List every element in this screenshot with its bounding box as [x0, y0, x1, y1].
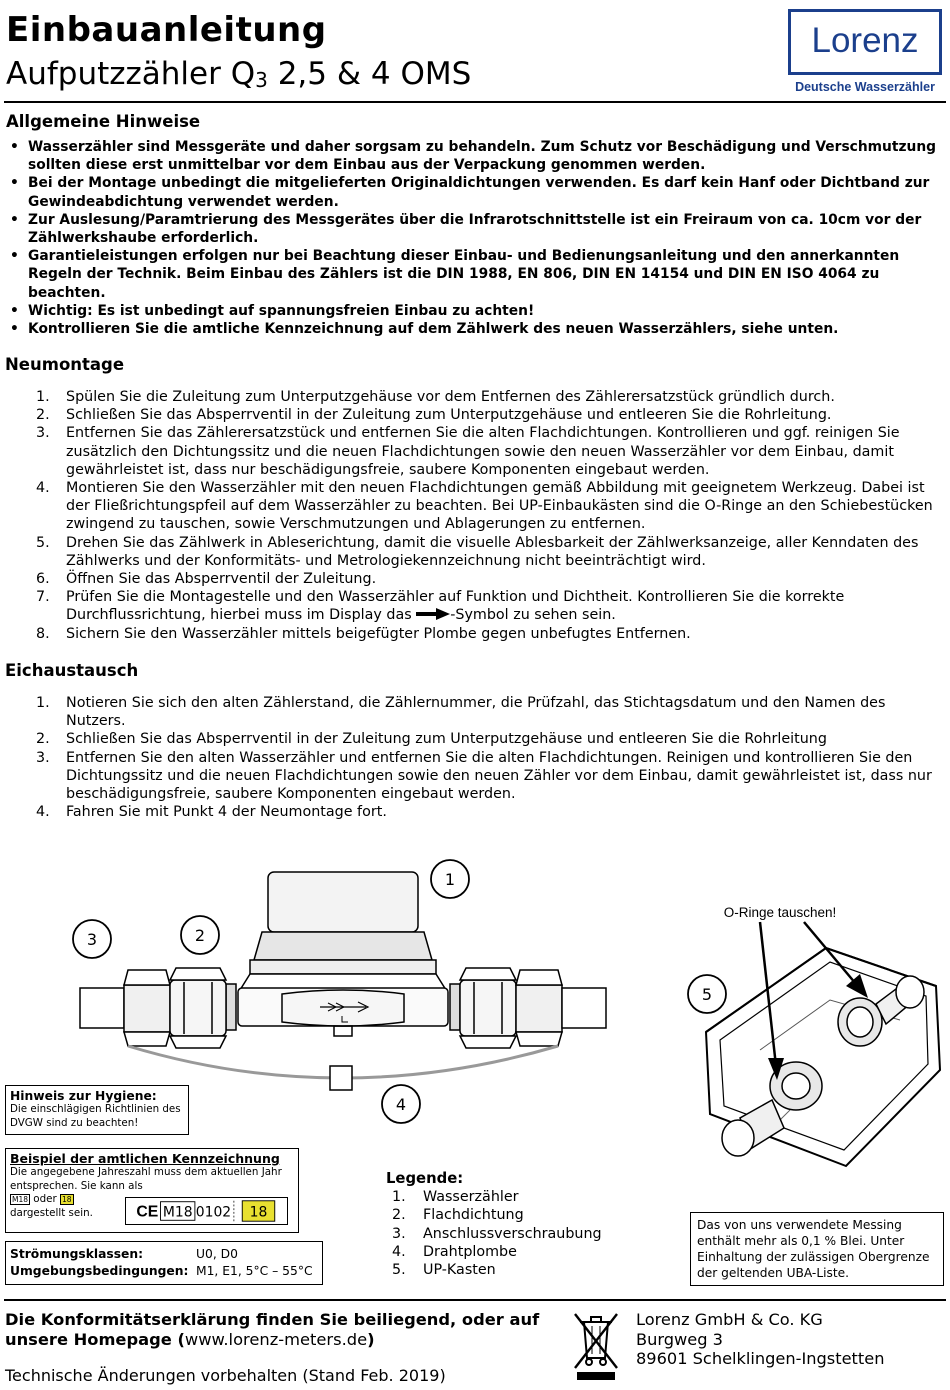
hygiene-title: Hinweis zur Hygiene:	[10, 1089, 157, 1103]
marking-text-1: Die angegebene Jahreszahl muss dem aktuellen Jahr entsprechen. Sie kann als	[10, 1166, 282, 1192]
classes-box	[5, 1241, 323, 1285]
weee-bin-icon	[571, 1310, 621, 1382]
subtitle-rest: 2,5 & 4 OMS	[267, 56, 472, 92]
hygiene-text: Die einschlägigen Richtlinien des DVGW sind zu beachten!	[10, 1103, 181, 1129]
list-item	[4, 730, 944, 748]
item-number: 1.	[36, 389, 50, 405]
document-subtitle	[6, 56, 471, 92]
item-text: Spülen Sie die Zuleitung zum Unterputzgehäuse vor dem Entfernen des Zählerersatzstück gründlich durch.	[66, 389, 835, 405]
item-number: 3.	[36, 425, 50, 442]
marking-text-2: dargestellt sein.	[10, 1207, 93, 1220]
eichaustausch-heading: Eichaustausch	[5, 661, 139, 680]
list-item	[4, 749, 944, 804]
item-number: 6.	[36, 571, 50, 588]
m18-label: M18	[162, 1204, 193, 1221]
legend-number: 1.	[392, 1189, 406, 1206]
small-year-badge: 18	[61, 1195, 72, 1205]
callout-label-5: 5	[701, 985, 713, 1004]
legend-item	[386, 1225, 602, 1243]
subtitle-text: Aufputzzähler Q	[6, 56, 256, 92]
list-item	[4, 406, 944, 424]
legend-number: 2.	[392, 1207, 406, 1224]
tech-note: Technische Änderungen vorbehalten (Stand Feb. 2019)	[5, 1366, 446, 1385]
list-item	[4, 694, 944, 730]
conformity-end: )	[367, 1329, 375, 1349]
callout-label-1: 1	[444, 870, 456, 889]
seal-plomb	[330, 1066, 352, 1090]
list-item	[4, 803, 944, 821]
neumontage-list	[4, 388, 944, 643]
logo-brand: Lorenz	[811, 21, 919, 60]
small-m18-mark: M18	[12, 1195, 29, 1205]
legend-item	[386, 1243, 602, 1261]
document-title: Einbauanleitung	[6, 10, 327, 50]
gasket-right	[450, 984, 460, 1030]
marking-text-oder: oder	[33, 1193, 57, 1206]
item-text: Öffnen Sie das Absperrventil der Zuleitung.	[66, 571, 377, 588]
item-text: Schließen Sie das Absperrventil in der Zuleitung zum Unterputzgehäuse und entleeren Sie die Rohrleitung.	[66, 407, 832, 424]
legend-number: 5.	[392, 1262, 406, 1279]
item-number: 4.	[36, 480, 50, 497]
company-address	[636, 1310, 884, 1369]
list-item	[4, 534, 944, 570]
item-number: 8.	[36, 625, 50, 642]
item-text: Notieren Sie sich den alten Zählerstand, die Zählernummer, die Prüfzahl, das Stichtagsdatum und den Namen des Nutzers.	[66, 695, 886, 730]
brass-note-box: Das von uns verwendete Messing enthält mehr als 0,1 % Blei. Unter Einhaltung der zulässigen Obergrenze der geltenden UBA-Liste.	[690, 1212, 944, 1286]
conformity-text: Die Konformitätserklärung finden Sie beiliegend, oder auf unsere Homepage (	[5, 1310, 540, 1349]
item-text: Entfernen Sie den alten Wasserzähler und entfernen Sie die alten Flachdichtungen. Reinigen und kontrollieren Sie den Dichtungssitz und die neuen Flachdichtungen sowie den neuen Zähler vor dem Einbau, damit gewährleistet ist, dass nur beschädigungsfreie, saubere Komponenten eingebaut werden.	[66, 749, 932, 803]
flow-class-value: U0, D0	[196, 1247, 238, 1261]
homepage-link[interactable]: www.lorenz-meters.de	[184, 1329, 368, 1349]
logo-tagline: Deutsche Wasserzähler	[795, 80, 935, 94]
list-item	[4, 479, 944, 534]
env-class-row	[10, 1263, 318, 1280]
item-number: 2.	[36, 731, 50, 748]
general-note: • Wasserzähler sind Messgeräte und daher sorgsam zu behandeln. Zum Schutz vor Beschädigung und Verschmutzung sollten diese erst unmittelbar vor dem Einbau aus der Verpackung genommen werden.	[10, 138, 950, 174]
item-number: 7.	[36, 589, 50, 606]
legend-item	[386, 1261, 602, 1279]
general-note: • Bei der Montage unbedingt die mitgelieferten Originaldichtungen verwenden. Es darf kein Hanf oder Dichtband zur Gewindeabdichtung verwendet werden.	[10, 174, 950, 210]
legend-label: Anschlussverschraubung	[423, 1225, 602, 1242]
subtitle-subscript: 3	[255, 68, 268, 92]
item-text: Entfernen Sie das Zählerersatzstück und entfernen Sie die alten Flachdichtungen. Kontrollieren und ggf. reinigen Sie zusätzlich den Dichtungssitz und die neuen Flachdichtungen sowie den neuen Wasserzähler vor dem Einbau, damit gewährleistet ist, dass nur beschädigungsfreie, saubere Komponenten eingebaut werden.	[66, 425, 900, 478]
year-label: 18	[249, 1204, 268, 1221]
coupling-right	[460, 968, 606, 1048]
item-text: Sichern Sie den Wasserzähler mittels beigefügter Plombe gegen unbefugtes Entfernen.	[66, 625, 691, 642]
eichaustausch-list	[4, 694, 944, 821]
callout-label-3: 3	[86, 930, 98, 949]
item-text: Drehen Sie das Zählwerk in Ableserichtung, damit die visuelle Ablesbarkeit der Zählwerksanzeige, aller Kenndaten des Zählwerks und der Konformitäts- und Metrologiekennzeichnung nicht beeinträchtigt wird.	[66, 534, 919, 569]
general-note: • Garantieleistungen erfolgen nur bei Beachtung dieser Einbau- und Bedienungsanleitung und den annerkannten Regeln der Technik. Beim Einbau des Zählers ist die DIN 1988, EN 806, DIN EN 14154 und DIN EN ISO 4064 zu beachten.	[10, 247, 950, 302]
general-note: • Zur Auslesung/Paramtrierung des Messgerätes über die Infrarotschnittstelle ist ein Freiraum von ca. 10cm vor der Zählwerkshaube erforderlich.	[10, 211, 950, 247]
list-item	[4, 424, 944, 479]
callout-label-2: 2	[194, 926, 206, 945]
legend-label: UP-Kasten	[423, 1262, 496, 1279]
item-number: 1.	[36, 695, 50, 711]
env-class-value: M1, E1, 5°C – 55°C	[196, 1264, 313, 1278]
ce-mark: CE	[136, 1203, 159, 1221]
company-city: 89601 Schelklingen-Ingstetten	[636, 1349, 885, 1368]
footer-divider	[4, 1299, 946, 1301]
item-text: Schließen Sie das Absperrventil in der Zuleitung zum Unterputzgehäuse und entleeren Sie die Rohrleitung	[66, 731, 827, 748]
notified-body-number: 0102	[195, 1204, 232, 1221]
legend-item	[386, 1206, 602, 1224]
water-meter-drawing	[238, 872, 448, 1036]
flow-class-label: Strömungsklassen:	[10, 1247, 144, 1261]
coupling-left	[80, 968, 226, 1048]
marking-title: Beispiel der amtlichen Kennzeichnung	[10, 1151, 280, 1166]
conformity-note	[5, 1310, 545, 1349]
list-item	[4, 570, 944, 588]
item-number: 2.	[36, 407, 50, 424]
item-text-after: -Symbol zu sehen sein.	[450, 607, 616, 624]
up-box-drawing	[706, 948, 940, 1166]
list-item	[4, 588, 944, 624]
lorenz-logo	[786, 9, 944, 97]
legend	[386, 1170, 602, 1279]
item-text: Prüfen Sie die Montagestelle und den Wasserzähler auf Funktion und Dichtheit. Kontrollieren Sie die korrekte Durchflussrichtung, hierbei muss im Display das	[66, 589, 845, 624]
flow-arrow-icon	[416, 608, 450, 620]
legend-label: Drahtplombe	[423, 1243, 517, 1260]
general-notes-list	[10, 138, 950, 338]
logo-frame	[788, 9, 942, 75]
item-text: Fahren Sie mit Punkt 4 der Neumontage fort.	[66, 804, 387, 821]
list-item	[4, 625, 944, 643]
metrology-marking	[125, 1197, 288, 1225]
item-number: 5.	[36, 534, 50, 551]
flow-class-row	[10, 1246, 318, 1263]
general-note: • Kontrollieren Sie die amtliche Kennzeichnung auf dem Zählwerk des neuen Wasserzählers, siehe unten.	[10, 320, 950, 338]
oring-note: O-Ringe tauschen!	[723, 905, 837, 920]
item-number: 4.	[36, 804, 50, 821]
hygiene-box	[5, 1085, 189, 1135]
item-number: 3.	[36, 749, 50, 766]
list-item	[4, 388, 944, 406]
env-class-label: Umgebungsbedingungen:	[10, 1264, 189, 1278]
general-heading: Allgemeine Hinweise	[6, 112, 201, 131]
legend-title: Legende:	[386, 1170, 464, 1187]
neumontage-heading: Neumontage	[5, 355, 125, 374]
legend-label: Flachdichtung	[423, 1207, 524, 1224]
general-note: • Wichtig: Es ist unbedingt auf spannungsfreien Einbau zu achten!	[10, 302, 950, 320]
legend-label: Wasserzähler	[423, 1189, 519, 1206]
company-name: Lorenz GmbH & Co. KG	[636, 1310, 823, 1329]
callout-label-4: 4	[395, 1095, 407, 1114]
item-text: Montieren Sie den Wasserzähler mit den neuen Flachdichtungen gemäß Abbildung mit geeignetem Werkzeug. Dabei ist der Fließrichtungspfeil auf dem Wasserzähler zu beachten. Bei UP-Einbaukästen sind die O-Ringe an den Schiebestücken zwingend zu tauschen, sowie Verschmutzungen und Ablagerungen zu entfernen.	[66, 480, 933, 533]
legend-item	[386, 1188, 602, 1206]
legend-number: 3.	[392, 1225, 406, 1242]
gasket-left	[226, 984, 236, 1030]
company-street: Burgweg 3	[636, 1329, 723, 1349]
header-divider	[4, 101, 946, 103]
legend-number: 4.	[392, 1243, 406, 1260]
